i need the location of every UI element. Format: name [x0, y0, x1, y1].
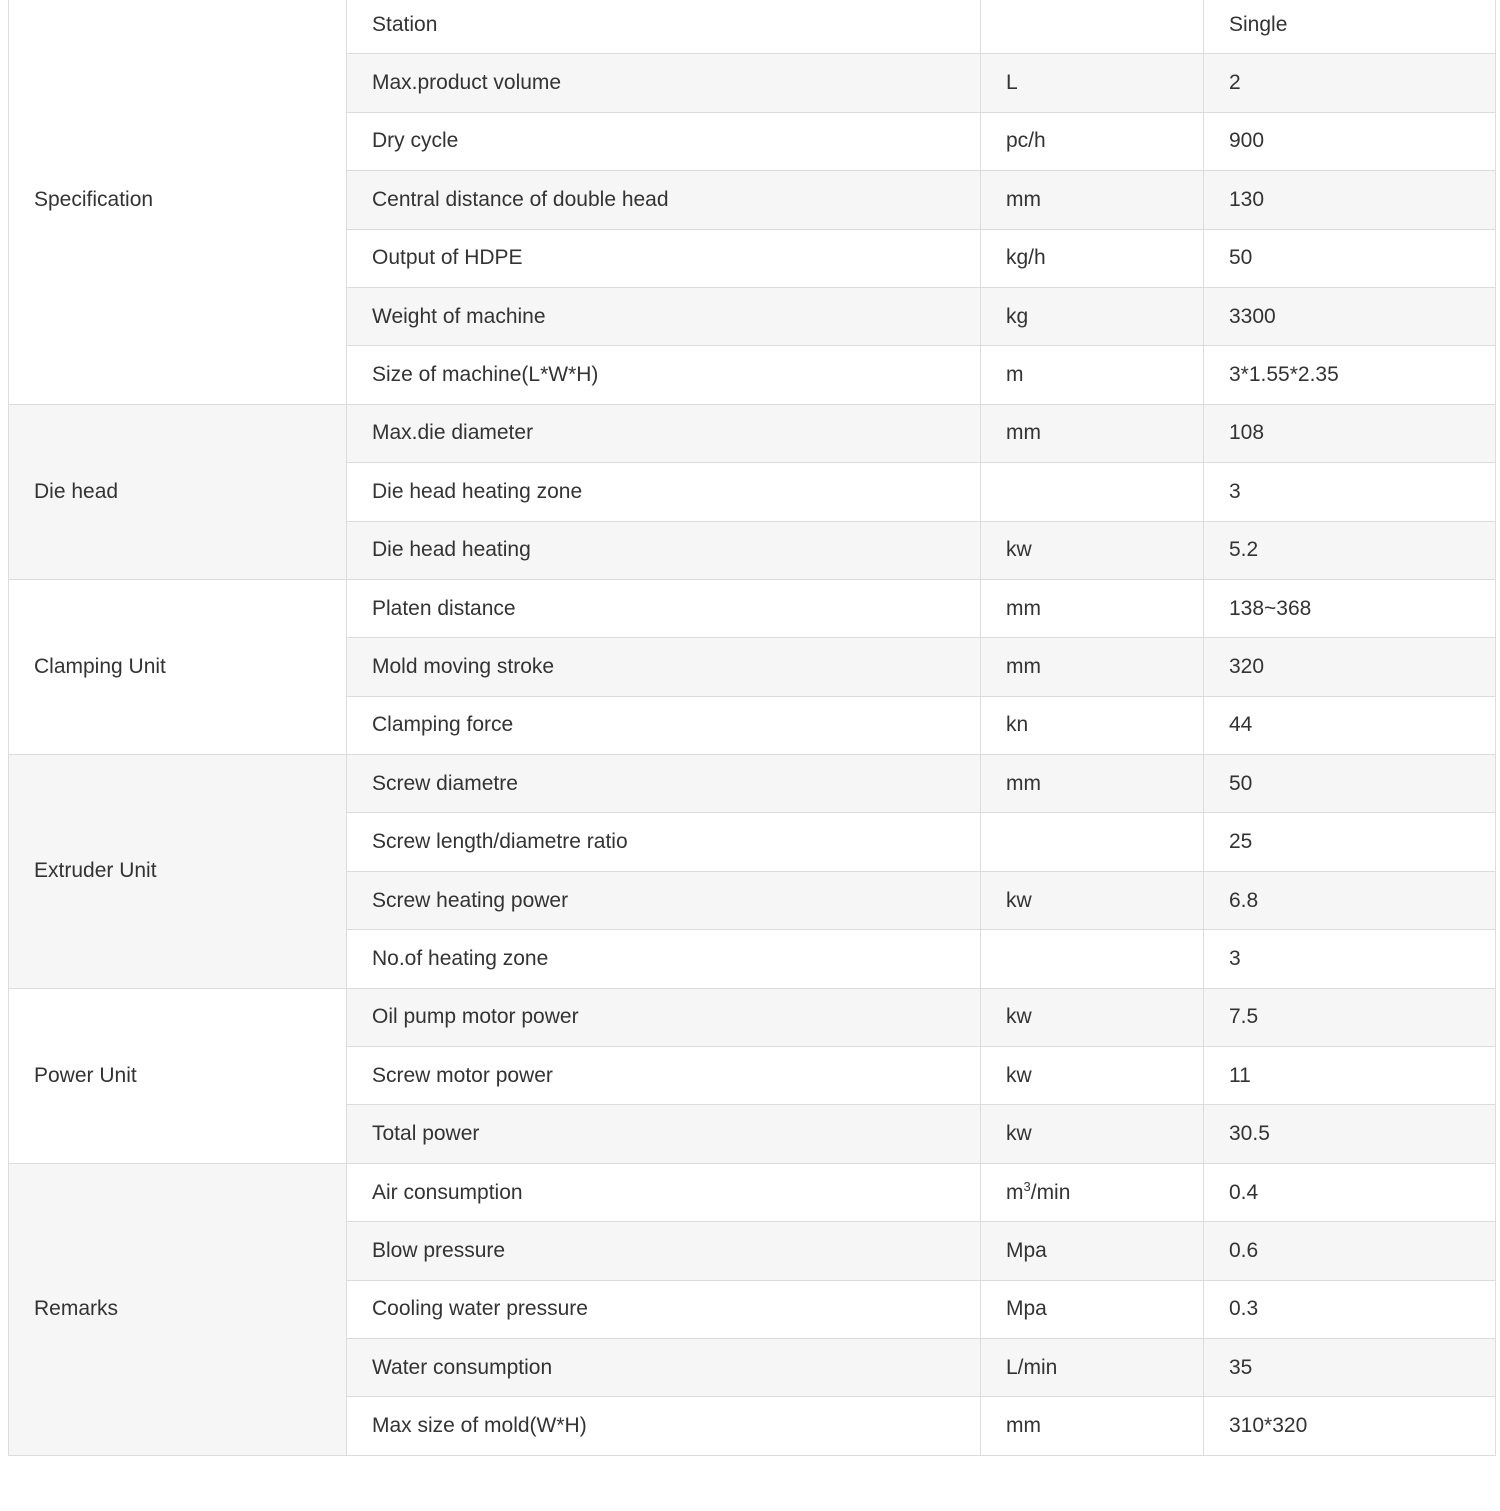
param-cell: Dry cycle	[347, 112, 981, 170]
group-label: Specification	[9, 0, 347, 404]
param-cell: Screw length/diametre ratio	[347, 813, 981, 871]
unit-cell: kn	[981, 696, 1204, 754]
value-cell: 900	[1204, 112, 1496, 170]
unit-cell	[981, 463, 1204, 521]
value-cell: 2	[1204, 54, 1496, 112]
value-cell: 6.8	[1204, 871, 1496, 929]
table-row	[9, 404, 1496, 462]
spec-table	[8, 0, 1496, 1456]
value-cell: 11	[1204, 1047, 1496, 1105]
unit-cell: kw	[981, 1105, 1204, 1163]
param-cell: Mold moving stroke	[347, 638, 981, 696]
unit-cell	[981, 1163, 1204, 1221]
group-label: Extruder Unit	[9, 755, 347, 989]
table-row	[9, 1163, 1496, 1221]
param-cell: Water consumption	[347, 1338, 981, 1396]
value-cell: 3	[1204, 930, 1496, 988]
table-row	[9, 988, 1496, 1046]
value-cell: 0.3	[1204, 1280, 1496, 1338]
group-label: Clamping Unit	[9, 579, 347, 754]
group-label: Power Unit	[9, 988, 347, 1163]
unit-cell: kg	[981, 287, 1204, 345]
value-cell: 25	[1204, 813, 1496, 871]
value-cell: 50	[1204, 229, 1496, 287]
value-cell: 44	[1204, 696, 1496, 754]
param-cell: Platen distance	[347, 579, 981, 637]
unit-cell: L/min	[981, 1338, 1204, 1396]
value-cell: 30.5	[1204, 1105, 1496, 1163]
unit-base: m	[1006, 1180, 1024, 1204]
unit-cell: kg/h	[981, 229, 1204, 287]
value-cell: 108	[1204, 404, 1496, 462]
unit-cell: pc/h	[981, 112, 1204, 170]
table-row	[9, 579, 1496, 637]
param-cell: Central distance of double head	[347, 171, 981, 229]
unit-cell: mm	[981, 171, 1204, 229]
unit-cell: mm	[981, 579, 1204, 637]
unit-cell: mm	[981, 1397, 1204, 1455]
param-cell: Oil pump motor power	[347, 988, 981, 1046]
param-cell: No.of heating zone	[347, 930, 981, 988]
value-cell: 138~368	[1204, 579, 1496, 637]
param-cell: Screw motor power	[347, 1047, 981, 1105]
param-cell: Total power	[347, 1105, 981, 1163]
unit-cell	[981, 930, 1204, 988]
value-cell: 50	[1204, 755, 1496, 813]
param-cell: Max.die diameter	[347, 404, 981, 462]
unit-cell: kw	[981, 1047, 1204, 1105]
value-cell: 0.4	[1204, 1163, 1496, 1221]
unit-cell: mm	[981, 638, 1204, 696]
value-cell: 5.2	[1204, 521, 1496, 579]
param-cell: Blow pressure	[347, 1222, 981, 1280]
value-cell: 130	[1204, 171, 1496, 229]
table-row	[9, 755, 1496, 813]
unit-cell: Mpa	[981, 1280, 1204, 1338]
spec-table-body	[9, 0, 1496, 1455]
value-cell: Single	[1204, 0, 1496, 54]
param-cell: Air consumption	[347, 1163, 981, 1221]
unit-cell: mm	[981, 755, 1204, 813]
unit-cell	[981, 813, 1204, 871]
unit-cell: L	[981, 54, 1204, 112]
param-cell: Max size of mold(W*H)	[347, 1397, 981, 1455]
value-cell: 0.6	[1204, 1222, 1496, 1280]
table-row	[9, 0, 1496, 54]
unit-cell: Mpa	[981, 1222, 1204, 1280]
unit-cell	[981, 0, 1204, 54]
value-cell: 35	[1204, 1338, 1496, 1396]
param-cell: Die head heating zone	[347, 463, 981, 521]
param-cell: Cooling water pressure	[347, 1280, 981, 1338]
param-cell: Max.product volume	[347, 54, 981, 112]
unit-cell: m	[981, 346, 1204, 404]
param-cell: Size of machine(L*W*H)	[347, 346, 981, 404]
param-cell: Screw diametre	[347, 755, 981, 813]
value-cell: 3300	[1204, 287, 1496, 345]
param-cell: Die head heating	[347, 521, 981, 579]
param-cell: Screw heating power	[347, 871, 981, 929]
group-label: Die head	[9, 404, 347, 579]
value-cell: 320	[1204, 638, 1496, 696]
value-cell: 3	[1204, 463, 1496, 521]
param-cell: Station	[347, 0, 981, 54]
unit-cell: kw	[981, 521, 1204, 579]
param-cell: Output of HDPE	[347, 229, 981, 287]
value-cell: 310*320	[1204, 1397, 1496, 1455]
unit-cell: mm	[981, 404, 1204, 462]
unit-suffix: /min	[1030, 1180, 1071, 1204]
value-cell: 3*1.55*2.35	[1204, 346, 1496, 404]
group-label: Remarks	[9, 1163, 347, 1455]
param-cell: Clamping force	[347, 696, 981, 754]
unit-cell: kw	[981, 988, 1204, 1046]
unit-superscript: 3	[1023, 1178, 1031, 1194]
value-cell: 7.5	[1204, 988, 1496, 1046]
unit-cell: kw	[981, 871, 1204, 929]
param-cell: Weight of machine	[347, 287, 981, 345]
